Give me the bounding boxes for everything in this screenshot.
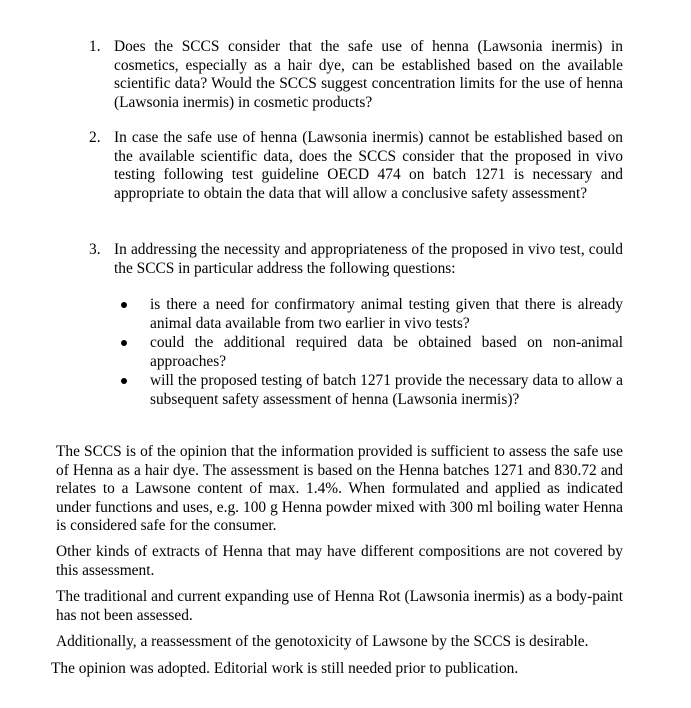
question-text: In addressing the necessity and appropriateness of the proposed in vivo test, could the SCCS in particular address the following questions: [114, 241, 623, 277]
question-text: In case the safe use of henna (Lawsonia inermis) cannot be established based on the available scientific data, does the SCCS consider that the proposed in vivo testing following test guideline OECD 474 on batch 1271 is necessary and appropriate to obtain the data that will allow a conclusive safety assessment? [114, 129, 623, 202]
scope-paragraph: Other kinds of extracts of Henna that may have different compositions are not covered by this assessment. [56, 543, 623, 579]
sub-question: could the additional required data be obtained based on non-animal approaches? [150, 334, 623, 370]
question-number: 3. [89, 241, 101, 258]
sub-question: is there a need for confirmatory animal testing given that there is already animal data available from two earlier in vivo tests? [150, 296, 623, 332]
adoption-paragraph: The opinion was adopted. Editorial work is still needed prior to publication. [51, 660, 519, 677]
opinion-paragraph: The SCCS is of the opinion that the information provided is sufficient to assess the safe use of Henna as a hair dye. The assessment is based on the Henna batches 1271 and 830.72 and relates to a Lawsone content of max. 1.4%. When formulated and applied as indicated under functions and uses, e.g. 100 g Henna powder mixed with 300 ml boiling water Henna is considered safe for the consumer. [56, 443, 623, 535]
question-text: Does the SCCS consider that the safe use of henna (Lawsonia inermis) in cosmetics, especially as a hair dye, can be established based on the available scientific data? Would the SCCS suggest concentration limits for the use of henna (Lawsonia inermis) in cosmetic products? [114, 38, 623, 111]
sub-question: will the proposed testing of batch 1271 provide the necessary data to allow a subsequent safety assessment of henna (Lawsonia inermis)? [150, 372, 623, 408]
body-paint-paragraph: The traditional and current expanding use of Henna Rot (Lawsonia inermis) as a body-paint has not been assessed. [56, 588, 623, 624]
reassessment-paragraph: Additionally, a reassessment of the genotoxicity of Lawsone by the SCCS is desirable. [56, 633, 589, 650]
question-number: 1. [89, 38, 101, 55]
bullet-icon [121, 296, 129, 304]
bullet-icon [121, 372, 129, 380]
question-number: 2. [89, 129, 101, 146]
bullet-icon [121, 334, 129, 342]
